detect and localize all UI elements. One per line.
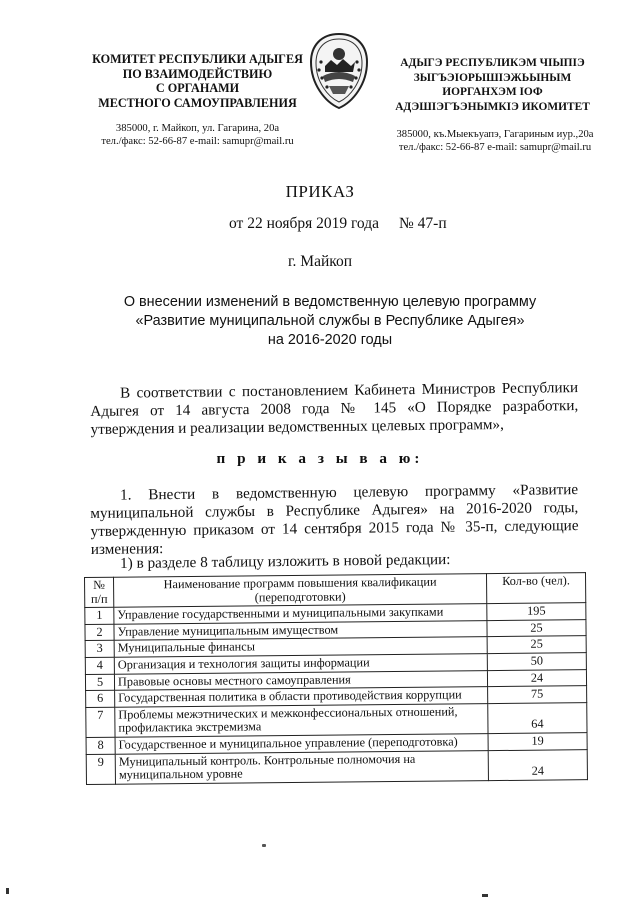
- contacts-ady: тел./факс: 52-66-87 e-mail: samupr@mail.ru: [398, 142, 592, 153]
- header-qty: Кол-во (чел).: [486, 573, 585, 604]
- row-name: Проблемы межэтнических и межконфессиональных отношений, профилактика экстремизма: [115, 703, 488, 737]
- row-qty: 25: [487, 619, 586, 637]
- order-keyword: п р и к а з ы в а ю:: [216, 450, 424, 467]
- address-ru: 385000, г. Майкоп, ул. Гагарина, 20а: [115, 123, 280, 134]
- address-block-ady: [370, 128, 620, 154]
- subject-line2: «Развитие муниципальной службы в Республике Адыгея»: [135, 313, 525, 329]
- committee-name-ru: [70, 52, 325, 110]
- row-num: 1: [85, 607, 114, 624]
- order-date: от 22 ноября 2019 года: [229, 215, 380, 232]
- header-right-line1: АДЫГЭ РЕСПУБЛИКЭМ ЧIЫПIЭ: [400, 57, 585, 69]
- row-num: 2: [85, 624, 114, 641]
- row-name: Муниципальный контроль. Контрольные полномочия на муниципальном уровне: [115, 750, 488, 784]
- row-qty: 19: [488, 733, 587, 751]
- row-qty: 24: [488, 749, 587, 780]
- header-left-line4: МЕСТНОГО САМОУПРАВЛЕНИЯ: [98, 95, 297, 110]
- header-right-line2: ЗЫГЪЭIОРЫШIЭЖЬЫНЫМ: [413, 71, 572, 84]
- row-qty: 64: [488, 702, 587, 733]
- training-programs-table: [84, 572, 588, 785]
- table-row: [86, 702, 587, 737]
- contacts-ru: тел./факс: 52-66-87 e-mail: samupr@mail.ru: [101, 136, 294, 147]
- row-name: Управление муниципальным имуществом: [114, 620, 487, 640]
- header-left-line3: С ОРГАНАМИ: [155, 81, 240, 95]
- document-title: ПРИКАЗ: [285, 182, 355, 201]
- row-num: 3: [85, 641, 114, 658]
- subject-line1: О внесении изменений в ведомственную целевую программу: [123, 294, 537, 310]
- header-right-line4: АДЭШIЭГЪЭНЫМКIЭ ИКОМИТЕТ: [395, 100, 590, 113]
- scan-speck: [262, 844, 266, 847]
- row-num: 5: [85, 674, 114, 691]
- row-name: Правовые основы местного самоуправления: [114, 670, 487, 690]
- row-num: 6: [86, 690, 115, 707]
- scan-speck: [482, 894, 488, 897]
- header-left-line1: КОМИТЕТ РЕСПУБЛИКИ АДЫГЕЯ: [92, 52, 303, 66]
- city: г. Майкоп: [287, 253, 353, 270]
- row-num: 9: [86, 754, 115, 784]
- sub-item-1: 1) в разделе 8 таблицу изложить в новой редакции:: [120, 550, 451, 572]
- header-right-line3: ИОРГАНХЭМ IОФ: [442, 86, 543, 98]
- preamble-paragraph: В соответствии с постановлением Кабинета Министров Республики Адыгея от 14 августа 2008 года № 145 «О Порядке разработки, утверждения и реализации ведомственных целевых программ»,: [90, 379, 579, 438]
- row-qty: 25: [487, 636, 586, 654]
- order-item-1-paragraph: 1. Внести в ведомственную целевую программу «Развитие муниципальной службы в Республике Адыгея» на 2016-2020 годы, утвержденную приказом от 14 сентября 2015 года № 35-п, следующие изменения:: [90, 481, 579, 558]
- row-qty: 24: [487, 669, 586, 687]
- row-num: 8: [86, 737, 115, 754]
- row-qty: 195: [487, 603, 586, 621]
- header-name: Наименование программ повышения квалификации (переподготовки): [114, 574, 487, 608]
- address-block-ru: [70, 122, 325, 148]
- row-name: Государственная политика в области противодействия коррупции: [115, 687, 488, 707]
- row-name: Муниципальные финансы: [114, 637, 487, 657]
- header-left-line2: ПО ВЗАИМОДЕЙСТВИЮ: [122, 66, 273, 81]
- scan-speck: [6, 888, 9, 894]
- row-name: Организация и технология защиты информации: [114, 654, 487, 674]
- row-qty: 75: [488, 686, 587, 704]
- row-num: 7: [86, 707, 115, 737]
- row-name: Государственное и муниципальное управление (переподготовка): [115, 734, 488, 754]
- committee-name-ady: [375, 56, 610, 114]
- order-subject: [110, 293, 550, 350]
- row-num: 4: [85, 657, 114, 674]
- row-name: Управление государственными и муниципальными закупками: [114, 604, 487, 624]
- table-header-row: [85, 573, 586, 608]
- address-ady: 385000, къ.Мыекъуапэ, Гагариным иур.,20а: [396, 129, 594, 140]
- adygea-emblem-icon: [303, 32, 375, 110]
- header-num: № п/п: [85, 577, 114, 607]
- row-qty: 50: [487, 653, 586, 671]
- subject-line3: на 2016-2020 годы: [267, 332, 393, 348]
- order-number: № 47-п: [399, 215, 447, 232]
- table-row: [86, 749, 587, 784]
